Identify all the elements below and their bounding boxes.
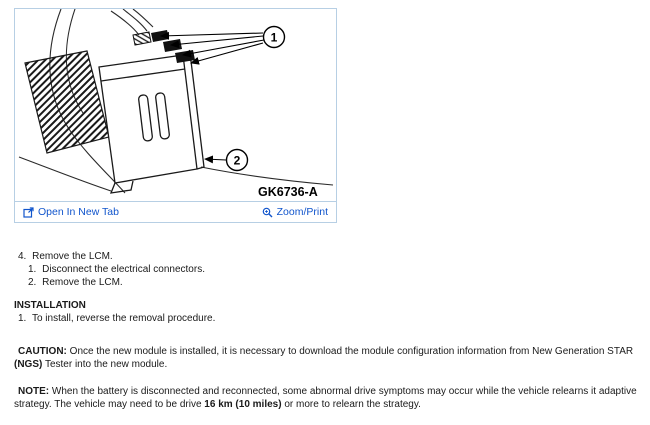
removal-substep-2 — [28, 276, 638, 289]
note-text-pre: When the battery is disconnected and reconnected, some abnormal drive symptoms may occur while the vehicle relearns it adaptive strategy. The vehicle may need to be drive — [14, 386, 637, 410]
figure-code-label: GK6736-A — [258, 185, 318, 199]
caution-text-pre: Once the new module is installed, it is necessary to download the module configuration information from New Generation STAR — [66, 346, 634, 357]
note-paragraph — [14, 385, 638, 411]
procedure-text — [14, 250, 638, 411]
installation-heading: INSTALLATION — [14, 300, 86, 311]
step-number: 1. — [28, 264, 37, 275]
lcm-diagram-svg — [15, 9, 336, 201]
step-number: 4. — [18, 251, 27, 262]
callout-1-number: 1 — [270, 30, 278, 45]
callout-1 — [264, 27, 285, 48]
open-in-new-tab-label: Open In New Tab — [38, 206, 119, 218]
figure-viewer — [14, 8, 337, 223]
magnifier-icon — [262, 207, 273, 218]
step-number: 2. — [28, 277, 37, 288]
note-text-bold: 16 km (10 miles) — [204, 399, 282, 410]
removal-step-4 — [18, 250, 638, 263]
lcm-module — [99, 55, 204, 193]
installation-step-1 — [18, 312, 638, 325]
step-number: 1. — [18, 313, 27, 324]
external-link-icon — [23, 207, 34, 218]
caution-paragraph — [14, 345, 638, 371]
step-text: Remove the LCM. — [32, 251, 113, 262]
figure-toolbar — [15, 201, 336, 222]
callout-2-leader — [205, 159, 226, 160]
callout-2 — [227, 150, 248, 171]
caution-text-bold: (NGS) — [14, 359, 43, 370]
zoom-print-link[interactable] — [262, 206, 328, 218]
note-text-post: or more to relearn the strategy. — [281, 399, 421, 410]
lcm-diagram — [15, 9, 336, 201]
step-text: Remove the LCM. — [42, 277, 123, 288]
vent-grille — [25, 51, 109, 153]
step-text: To install, reverse the removal procedure. — [31, 313, 216, 324]
zoom-print-label: Zoom/Print — [276, 206, 328, 218]
step-text: Disconnect the electrical connectors. — [42, 264, 205, 275]
note-label: NOTE: — [18, 386, 50, 397]
open-in-new-tab-link[interactable] — [23, 206, 119, 218]
caution-text-post: Tester into the new module. — [42, 359, 168, 370]
caution-label: CAUTION: — [18, 346, 67, 357]
callout-2-number: 2 — [233, 153, 241, 168]
removal-substep-1 — [28, 263, 638, 276]
